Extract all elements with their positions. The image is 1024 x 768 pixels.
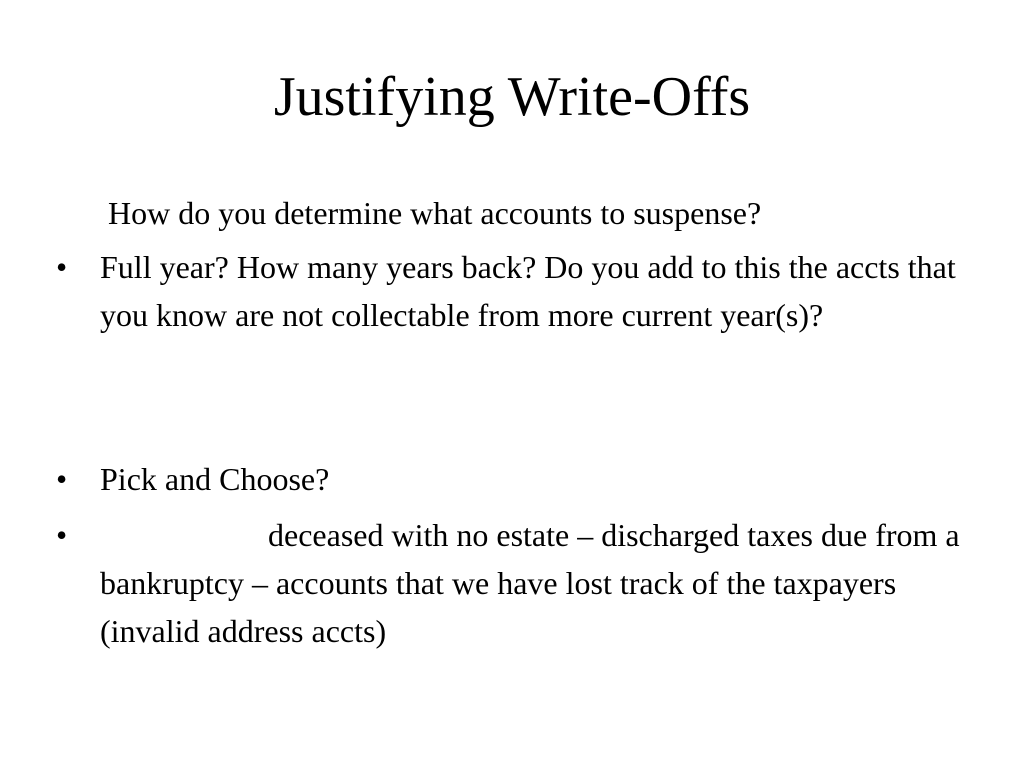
bullet-text-block (100, 511, 980, 655)
bullet-marker: • (56, 517, 68, 553)
bullet-text: Pick and Choose? (100, 461, 330, 497)
intro-question: How do you determine what accounts to suspense? (108, 195, 762, 231)
bullet-marker: • (56, 249, 68, 285)
bullet-text: deceased with no estate – discharged taxes due from a bankruptcy – accounts that we have lost track of the taxpayers (invalid address accts) (100, 517, 960, 649)
bullet-item (56, 511, 980, 661)
slide-title: Justifying Write-Offs (273, 66, 751, 128)
bullet-item (56, 455, 980, 505)
bullet-text: Full year? How many years back? Do you add to this the accts that you know are not collectable from more current year(s)? (100, 249, 956, 333)
bullet-item (56, 243, 980, 393)
bullet-marker: • (56, 461, 68, 497)
